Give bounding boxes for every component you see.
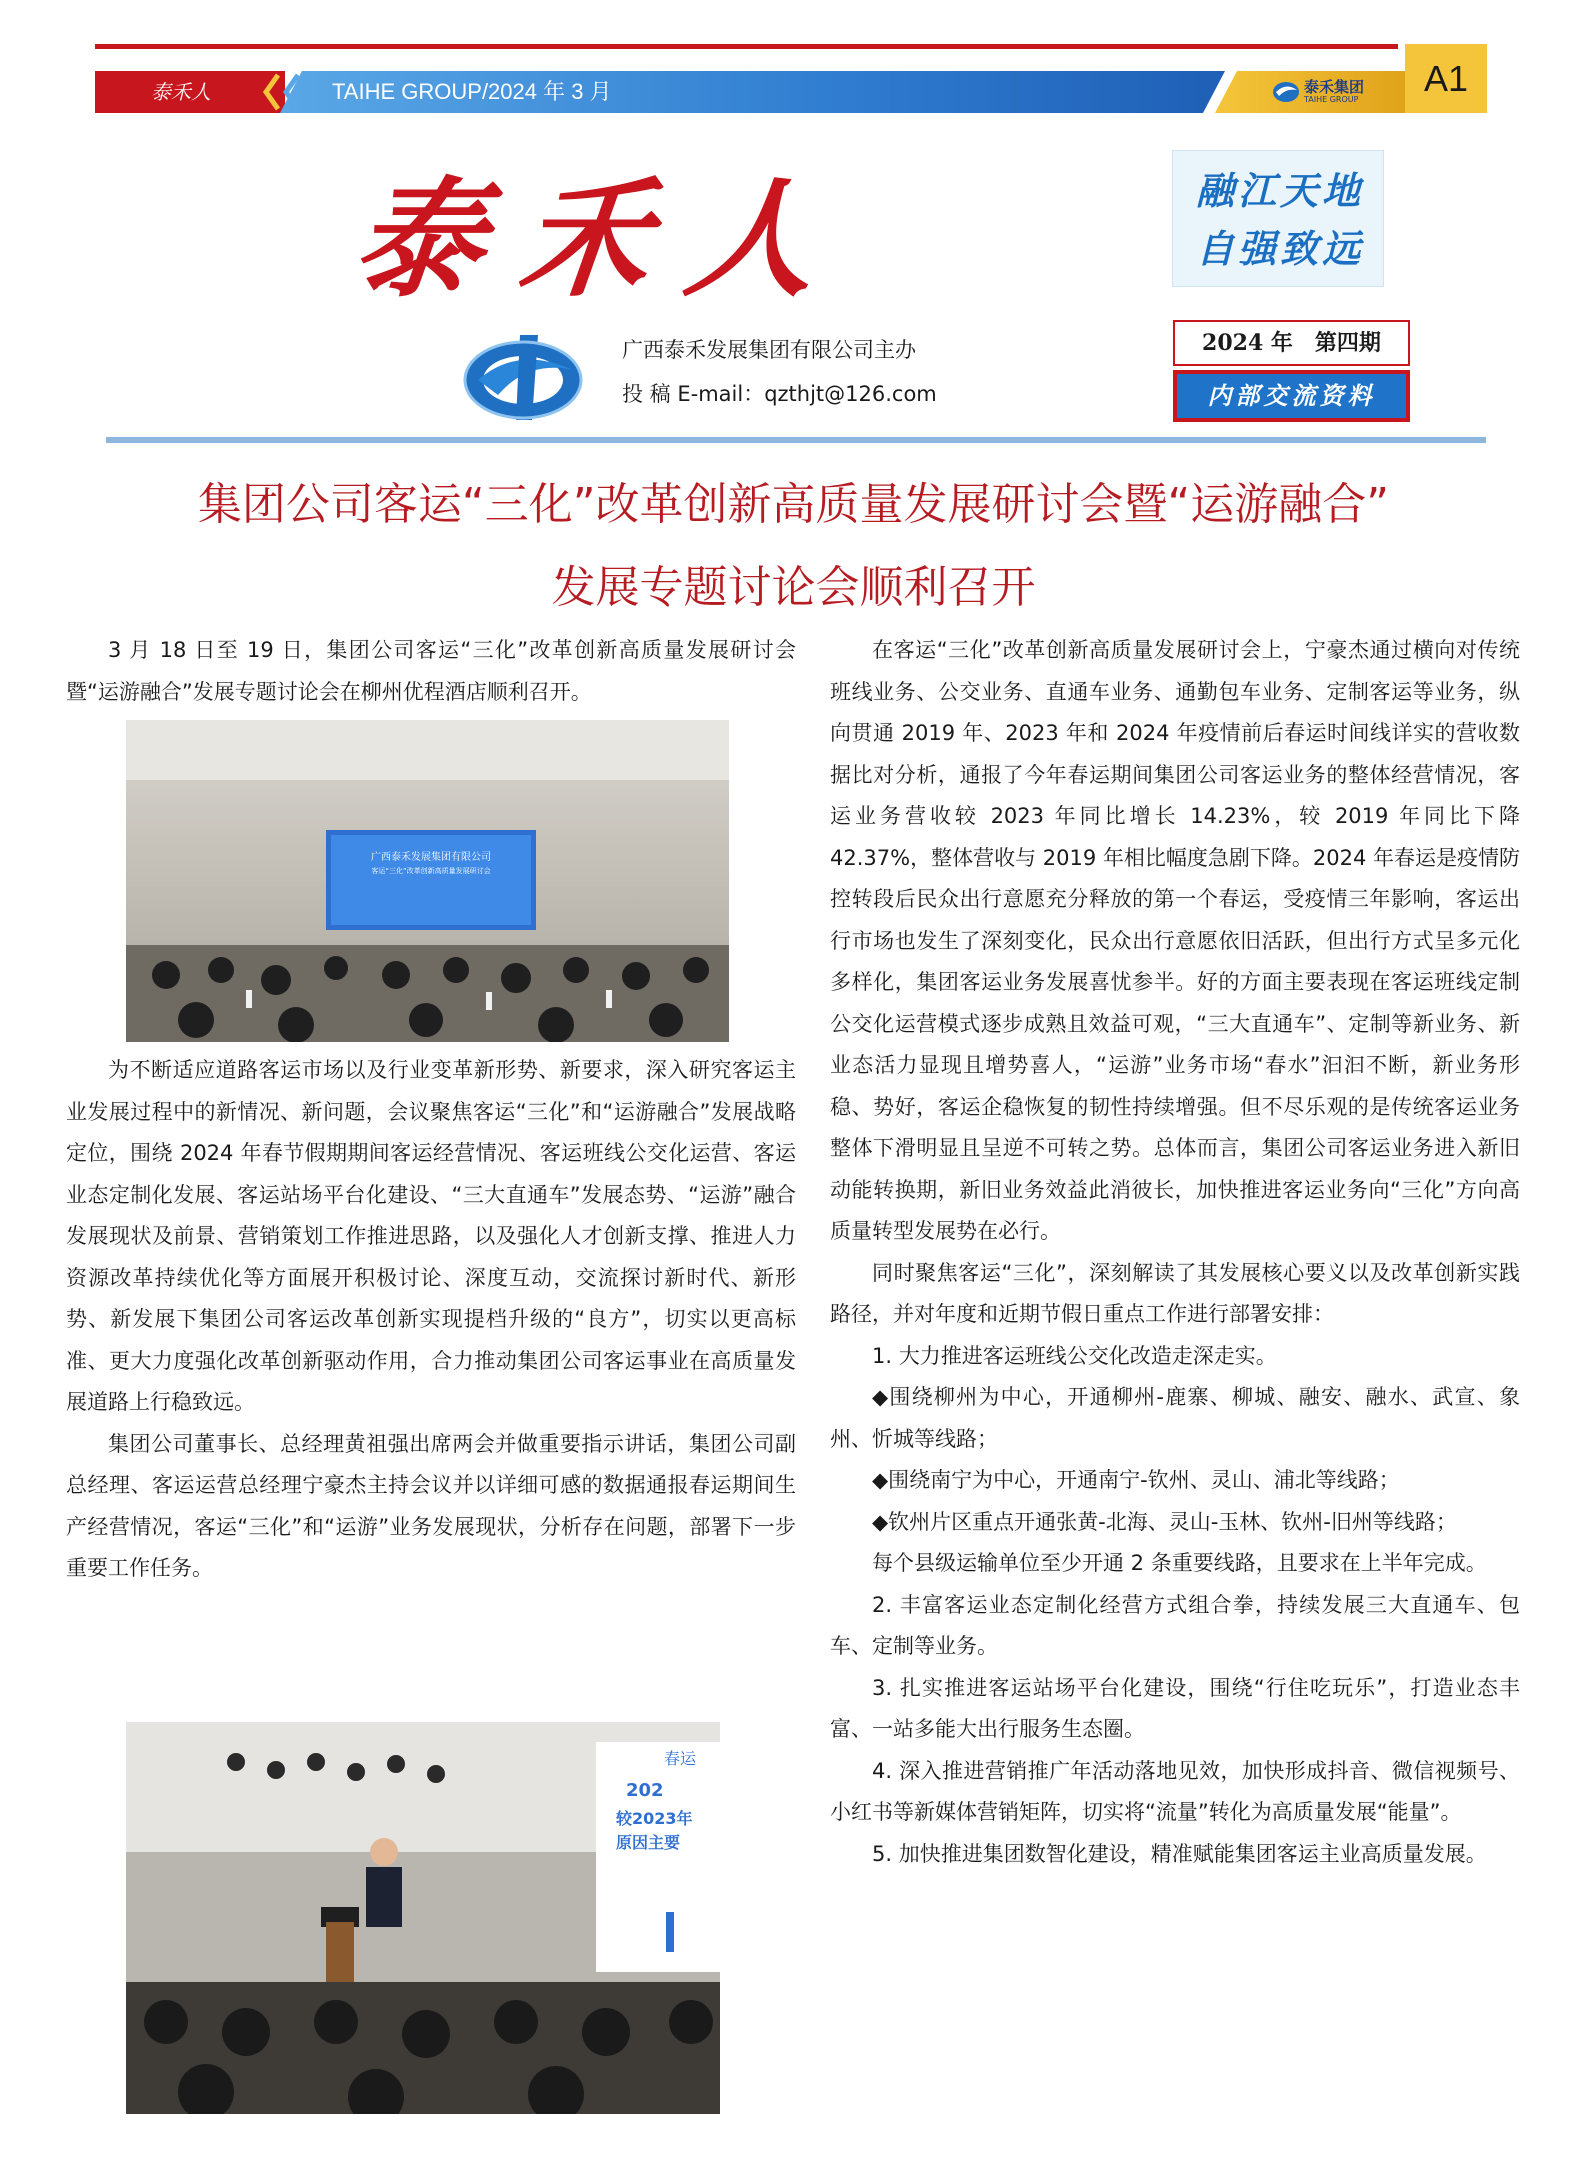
paragraph: 2. 丰富客运业态定制化经营方式组合拳，持续发展三大直通车、包车、定制等业务。	[830, 1592, 1520, 1658]
screen-text-4: 原因主要	[616, 1833, 681, 1852]
internal-label: 内部交流资料	[1177, 374, 1406, 418]
screen-text-1: 春运	[664, 1749, 697, 1768]
meeting-photo	[126, 720, 729, 1042]
group-logo	[1270, 74, 1390, 110]
banner-group-date: TAIHE GROUP/2024 年 3 月	[332, 79, 612, 104]
slogan-line-1: 融江天地	[1195, 168, 1364, 213]
sponsor-text: 广西泰禾发展集团有限公司主办	[622, 338, 916, 362]
paragraph: 为不断适应道路客运市场以及行业变革新形势、新要求，深入研究客运主业发展过程中的新情况、新问题，会议聚焦客运“三化”和“运游融合”发展战略定位，围绕 2024 年春节假期期间客运经营情况、客运班线公交化运营、客运业态定制化发展、客运站场平台化建设、“三大直通车”发展态势、“运游”融合发展现状及前景、营销策划工作推进思路，以及强化人才创新支撑、推进人力资源改革持续优化等方面展开积极讨论、深度互动，交流探讨新时代、新形势、新发展下集团公司客运改革创新实现提档升级的“良方”，切实以更高标准、更大力度强化改革创新驱动作用，合力推动集团公司客运事业在高质量发展道路上行稳致远。	[66, 1058, 796, 1414]
paragraph: 3. 扎实推进客运站场平台化建设，围绕“行住吃玩乐”，打造业态丰富、一站多能大出行服务生态圈。	[830, 1675, 1520, 1741]
banner-masthead-small: 泰禾人	[95, 71, 285, 113]
paragraph: 3 月 18 日至 19 日，集团公司客运“三化”改革创新高质量发展研讨会暨“运游融合”发展专题讨论会在柳州优程酒店顺利召开。	[66, 638, 796, 704]
left-body	[66, 1050, 796, 1590]
paragraph: 5. 加快推进集团数智化建设，精准赋能集团客运主业高质量发展。	[872, 1841, 1487, 1866]
left-intro	[66, 630, 796, 713]
issue-number: 2024 年 第四期	[1173, 320, 1410, 366]
paragraph: ◆钦州片区重点开通张黄-北海、灵山-玉林、钦州-旧州等线路；	[872, 1509, 1457, 1534]
screen-text-1: 广西泰禾发展集团有限公司	[371, 852, 491, 863]
internal-badge	[1173, 370, 1410, 422]
screen-text-2: 客运“三化”改革创新高质量发展研讨会	[371, 867, 491, 875]
publication-logo-icon	[458, 325, 588, 425]
paragraph: 每个县级运输单位至少开通 2 条重要线路，且要求在上半年完成。	[872, 1551, 1487, 1575]
paragraph: ◆围绕南宁为中心，开通南宁-钦州、灵山、浦北等线路；	[872, 1468, 1400, 1492]
paragraph: 在客运“三化”改革创新高质量发展研讨会上，宁豪杰通过横向对传统班线业务、公交业务、直通车业务、通勤包车业务、定制客运等业务，纵向贯通 2019 年、2023 年和 2024 年疫情前后春运时间线详实的营收数据比对分析，通报了今年春运期间集团公司客运业务的整体经营情况，客运业务营收较 2023 年同比增长 14.23%，较 2019 年同比下降 42.37%，整体营收与 2019 年相比幅度急剧下降。2024 年春运是疫情防控转段后民众出行意愿充分释放的第一个春运，受疫情三年影响，客运出行市场也发生了深刻变化，民众出行意愿依旧活跃，但出行方式呈多元化多样化，集团客运业务发展喜忧参半。好的方面主要表现在客运班线定制公交化运营模式逐步成熟且效益可观，“三大直通车”、定制等新业务、新业态活力显现且增势喜人，“运游”业务市场“春水”汩汩不断，新业务形稳、势好，客运企稳恢复的韧性持续增强。但不尽乐观的是传统客运业务整体下滑明显且呈逆不可转之势。总体而言，集团公司客运业务进入新旧动能转换期，新旧业务效益此消彼长，加快推进客运业务向“三化”方向高质量转型发展势在必行。	[830, 638, 1520, 1243]
chevron-icon	[262, 73, 284, 111]
group-logo-cn: 泰禾集团	[1304, 78, 1365, 96]
headline-line-1: 集团公司客运“三化”改革创新高质量发展研讨会暨“运游融合”	[197, 479, 1390, 530]
masthead-title: 泰禾人	[347, 165, 861, 315]
right-body	[830, 630, 1520, 1875]
slogan-line-2: 自强致远	[1195, 226, 1364, 271]
speaker-photo	[126, 1722, 720, 2114]
paragraph: 1. 大力推进客运班线公交化改造走深走实。	[872, 1343, 1277, 1368]
masthead-divider	[106, 437, 1486, 443]
headline-line-2: 发展专题讨论会顺利召开	[551, 562, 1036, 613]
paragraph: 同时聚焦客运“三化”，深刻解读了其发展核心要义以及改革创新实践路径，并对年度和近期节假日重点工作进行部署安排：	[830, 1260, 1520, 1326]
paragraph: ◆围绕柳州为中心，开通柳州-鹿寨、柳城、融安、融水、武宣、象州、忻城等线路；	[830, 1385, 1520, 1451]
top-rule	[95, 44, 1398, 49]
screen-text-3: 较2023年	[616, 1809, 693, 1828]
page-number: A1	[1405, 44, 1487, 113]
screen-text-2: 202	[626, 1780, 664, 1801]
group-logo-en: TAIHE GROUP	[1304, 95, 1359, 104]
submission-email: 投 稿 E-mail：qzthjt@126.com	[622, 382, 937, 406]
paragraph: 集团公司董事长、总经理黄祖强出席两会并做重要指示讲话，集团公司副总经理、客运运营总经理宁豪杰主持会议并以详细可感的数据通报春运期间生产经营情况，客运“三化”和“运游”业务发展现状，分析存在问题，部署下一步重要工作任务。	[66, 1431, 796, 1580]
paragraph: 4. 深入推进营销推广年活动落地见效，加快形成抖音、微信视频号、小红书等新媒体营销矩阵，切实将“流量”转化为高质量发展“能量”。	[830, 1758, 1520, 1824]
chevron-icon	[282, 73, 304, 111]
